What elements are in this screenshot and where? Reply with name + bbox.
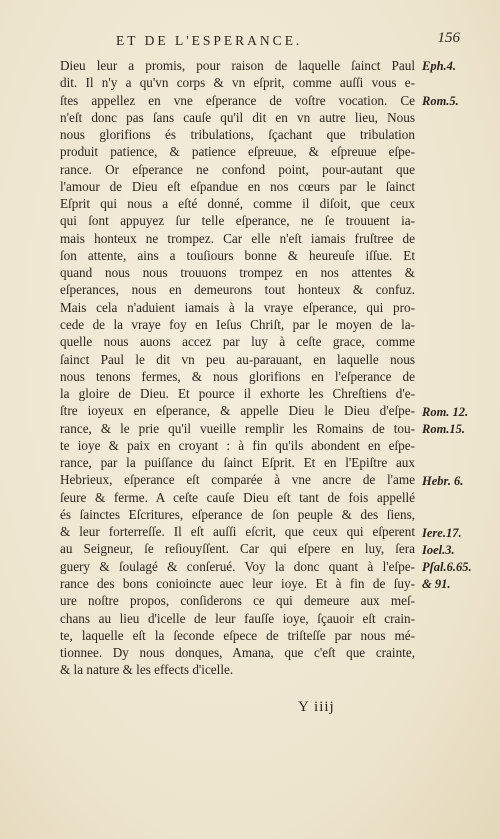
margin-note: Hebr. 6.	[422, 473, 464, 488]
text-line: quelle nous auons accez par luy à ceſte grace, comme	[60, 334, 415, 350]
margin-note: Eph.4.	[422, 59, 457, 73]
page-number: 156	[437, 30, 460, 46]
text-line: tionnee. Dy nous donques, Amana, que c'eſt que crainte,	[60, 645, 415, 661]
text-line: & la nature & les effects d'icelle.	[60, 662, 234, 678]
text-line: mais honteux ne trompez. Car elle n'eſt iamais fruſtree de	[60, 230, 415, 246]
margin-note: Rom. 12.	[422, 404, 469, 419]
text-line: és ſainctes Eſcritures, eſperance de ſon peuple & des ſiens,	[60, 506, 415, 522]
text-line: ſtes appellez en vne eſperance de voſtre vocation. Ce	[60, 92, 415, 108]
text-line: eſperances, nous en demeurons tout honteux & confuz.	[60, 282, 415, 298]
text-line: rance, par la puiſſance du ſainct Eſprit. Et en l'Epiſtre aux	[60, 455, 415, 471]
text-line: te ioye & paix en croyant : à fin qu'ils abondent en eſpe-	[60, 437, 415, 453]
text-line: Mais cela n'aduient iamais à la vraye eſperance, qui pro-	[60, 299, 415, 315]
text-line: la gloire de Dieu. Et pource il exhorte les Chreſtiens d'e-	[60, 386, 415, 402]
text-line: & leur forterreſſe. Il eſt auſſi eſcrit, que ceux qui eſperent	[60, 524, 415, 540]
text-line: te, laquelle eſt la ſeconde eſpece de triſteſſe par nous mé-	[60, 627, 415, 643]
text-line: rance, & le prie qu'il vueille remplir les Romains de tou-	[60, 420, 415, 436]
margin-note: Rom.15.	[422, 421, 466, 436]
text-line: nous glorifions és tribulations, ſçachant que tribulation	[60, 127, 415, 143]
text-line: au Seigneur, ſe reſiouyſſent. Car qui eſpere en luy, ſera	[60, 541, 415, 557]
text-line: ſeure & ferme. A ceſte cauſe Dieu eſt tant de fois appellé	[60, 489, 415, 505]
text-line: Hebrieux, eſperance eſt comparée à vne ancre de l'ame	[60, 472, 415, 488]
text-line: rance. Or eſperance ne confond point, pour-autant que	[60, 161, 415, 177]
margin-note: Ioel.3.	[422, 542, 455, 557]
running-head: ET DE L'ESPERANCE.	[116, 33, 303, 48]
text-line: Dieu leur a promis, pour raison de laquelle ſainct Paul	[60, 58, 415, 73]
text-line: cede de la vraye foy en Ieſus Chriſt, par le moyen de la-	[60, 316, 415, 332]
text-line: produit patience, & patience eſpreuue, & eſpreuue eſpe-	[60, 144, 415, 160]
text-line: guery & ſoulagé & conſerué. Voy la donc quant à l'eſpe-	[60, 558, 415, 574]
page-header	[60, 30, 470, 54]
text-line: n'eſt donc pas ſans cauſe qu'il dit en vn autre lieu, Nous	[60, 109, 415, 125]
text-line: rance des bons conioincte auec leur ioye. Et à fin de ſuy-	[60, 575, 415, 591]
signature-mark: Y iiij	[298, 699, 335, 715]
text-line: ure noſtre propos, conſiderons ce qui demeure aux meſ-	[60, 593, 415, 609]
margin-note: Rom.5.	[422, 93, 459, 108]
margin-note: Pſal.6.65.	[422, 560, 472, 575]
margin-note: & 91.	[422, 577, 451, 592]
text-line: l'amour de Dieu eſt eſpandue en nos cœurs par le ſainct	[60, 178, 415, 194]
body-text	[60, 57, 415, 679]
text-line: quand nous nous trouuons trompez en nos attentes &	[60, 265, 415, 281]
text-line: nous tenons fermes, & nous glorifions en l'eſperance de	[60, 368, 415, 384]
text-line: dit. Il n'y a qu'vn corps & vn eſprit, comme auſſi vous e-	[60, 75, 415, 91]
text-line: ſainct Paul le dit vn peu au-parauant, en laquelle nous	[60, 351, 415, 367]
margin-note: Iere.17.	[422, 525, 462, 540]
text-line: qui ſont appuyez ſur telle eſperance, ne ſe trouuent ia-	[60, 213, 415, 229]
text-line: chans au lieu d'icelle de leur fauſſe ioye, ſçauoir eſt crain-	[60, 610, 415, 626]
text-line: ſtre ioyeux en eſperance, & appelle Dieu le Dieu d'eſpe-	[60, 403, 415, 419]
text-line: ſon attente, ains a touſiours bonne & heureuſe iſſue. Et	[60, 247, 415, 263]
text-line: Eſprit qui nous a eſté donné, comme il diſoit, que ceux	[60, 196, 415, 212]
